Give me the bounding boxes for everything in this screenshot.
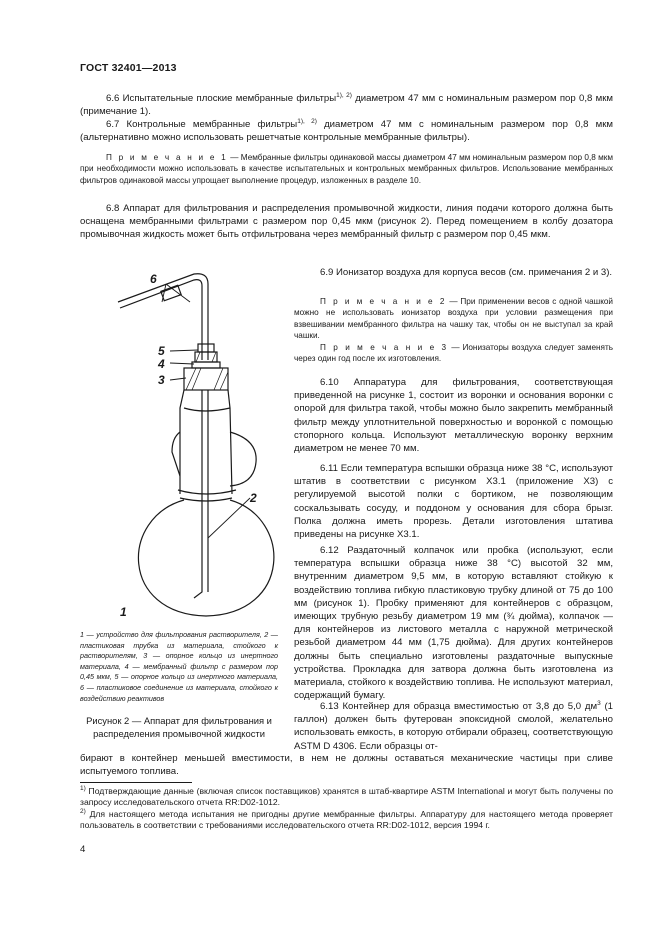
label-6: 6 [150, 272, 157, 286]
membrane-filter-4 [192, 362, 220, 368]
footnote-ref: 1), 2) [297, 117, 317, 125]
neck-rim [184, 408, 230, 411]
note-2: П р и м е ч а н и е 2 — При применении весов с одной чашкой можно не использовать ионизатор воздуха при условии размещения при взвешивании мембранного фильтра на чашку так, чтобы он не выступал за край чашки. [294, 297, 613, 341]
paragraph-6-9: 6.9 Ионизатор воздуха для корпуса весов (см. примечания 2 и 3). [320, 267, 613, 278]
paragraph-6-12: 6.12 Раздаточный колпачок или пробка (используют, если температура вспышки образца ниже 38 °С) высотой 32 мм, внутренним диаметром 9,5 мм, в которую вставляют стойкую к воздействию топлива гибкую пластиковую трубку длиной от 75 до 100 мм (рисунок 1). Пробку применяют для контейнеров с образцом, имеющих трубную резьбу диаметром 19 мм (¾ дюйма), колпачок — для контейнеров из листового металла с наружной метрической резьбой диаметром 44 мм (1,75 дюйма). Для других контейнеров должны быть специально изготовлены раздаточные выпускные устройства. Прокладка для затвора должна быть изготовлена из материала, стойкого к воздействию топлива. Не используют материал, содержащий бумагу. [294, 545, 613, 702]
page-number: 4 [80, 844, 86, 855]
footnote-1: $^{1)}$ Подтверждающие данные (включая список поставщиков) хранятся в штаб-квартире ASTM International и могут быть получены по запросу исследовательского отчета RR:D02-1012. [80, 785, 614, 808]
paragraph-6-8: 6.8 Аппарат для фильтрования и распределения промывочной жидкости, линия подачи которого должна быть оснащена мембранными фильтрами с размером пор 0,45 мкм (рисунок 2). Перед помещением в колбу дозатора промывочная жидкость может быть отфильтрована через мембранный фильтр с размером пор 0,45 мкм. [80, 203, 613, 241]
footnote-ref: 1), 2) [336, 91, 352, 99]
round-flask [138, 500, 273, 616]
leader-4 [170, 363, 194, 364]
figure-caption: Рисунок 2 — Аппарат для фильтрования и распределения промывочной жидкости [86, 715, 272, 739]
leader-5 [170, 350, 198, 351]
note-label: П р и м е ч а н и е 2 [320, 297, 447, 306]
figure-2-apparatus [80, 262, 280, 642]
label-4: 4 [158, 357, 165, 371]
note-1: П р и м е ч а н и е 1 — Мембранные фильтры одинаковой массы диаметром 47 мм номинальным размером пор 0,8 мкм при необходимости можно использовать в качестве испытательных и контрольных мембранных фильтров. Использование мембранных фильтров одинаковой массы упрощает выполнение процедур, изложенных в разделе 10. [80, 153, 613, 185]
label-5: 5 [158, 344, 165, 358]
footnote-rule [80, 782, 192, 783]
flask-neck [180, 390, 232, 494]
page-header: ГОСТ 32401—2013 [80, 62, 177, 74]
paragraph-6-11: 6.11 Если температура вспышки образца ниже 38 °С, используют штатив в соответствии с рисунком Х3.1 (приложение Х3) с регулируемой высотой полки с бортиком, не позволяющим соскальзывать сосуду, и поддоном у основания для сбора брызг. Полка должна иметь прорезь. Детали изготовления штатива приведены на рисунке Х3.1. [294, 463, 613, 541]
note-label: П р и м е ч а н и е 3 [320, 343, 449, 352]
label-1: 1 [120, 605, 127, 619]
holder-top [198, 344, 214, 352]
note-label: П р и м е ч а н и е 1 [106, 153, 228, 162]
joint-lower [180, 498, 232, 501]
paragraph-6-13: 6.13 Контейнер для образца вместимостью от 3,8 до 5,0 $дм^3$ (1 галлон) должен быть футерован эпоксидной смолой, желательно использовать емкость, в которую отбирали образец, соответствующую ASTM D 4306. Если образцы от- [294, 699, 614, 752]
label-3: 3 [158, 373, 165, 387]
paragraph-6-13-continued: бирают в контейнер меньшей вместимости, в нем не должны оставаться механические частицы при сливе испытуемого топлива. [80, 753, 613, 778]
side-bulb [230, 432, 256, 486]
label-2: 2 [250, 491, 257, 505]
footnote-2: $^{2)}$ Для настоящего метода испытания не пригодны другие мембранные фильтры. Аппаратуру для настоящего метода проверяет пользователь в соответствии с требованиями исследовательского отчета RR:D02-1012, версия 1994 г. [80, 808, 613, 831]
side-shape [172, 432, 180, 476]
figure-legend: 1 — устройство для фильтрования растворителя, 2 — пластиковая трубка из материала, стойкого к растворителям, 3 — опорное кольцо из инертного материала, 4 — мембранный фильтр с размером пор 0,45 мкм, 5 — опорное кольцо из инертного материала, 6 — пластиковое соединение из материала, стойкого к воздействию реактивов [80, 630, 278, 703]
leader-2 [208, 498, 250, 538]
joint [178, 490, 236, 494]
paragraph-6-10: 6.10 Аппаратура для фильтрования, соответствующая приведенной на рисунке 1, состоит из воронки и основания воронки с опорой для фильтра такой, чтобы можно было закрепить мембранный фильтр между уплотнительной поверхностью и воронкой с помощью стопорного кольца. Используют металлическую воронку верхним диаметром не менее 70 мм. [294, 377, 613, 455]
note-3: П р и м е ч а н и е 3 — Ионизаторы воздуха следует заменять через один год после их изготовления. [294, 343, 613, 364]
paragraph-6-7: 6.7 Контрольные мембранные фильтры$^{1), 2)}$ диаметром 47 мм с номинальным размером пор 0,8 мкм (альтернативно можно использовать решетчатые контрольные мембранные фильтры). [80, 117, 613, 144]
paragraph-6-6: 6.6 Испытательные плоские мембранные фильтры$^{1), 2)}$ диаметром 47 мм с номинальным размером пор 0,8 мкм (примечание 1). [80, 91, 613, 118]
